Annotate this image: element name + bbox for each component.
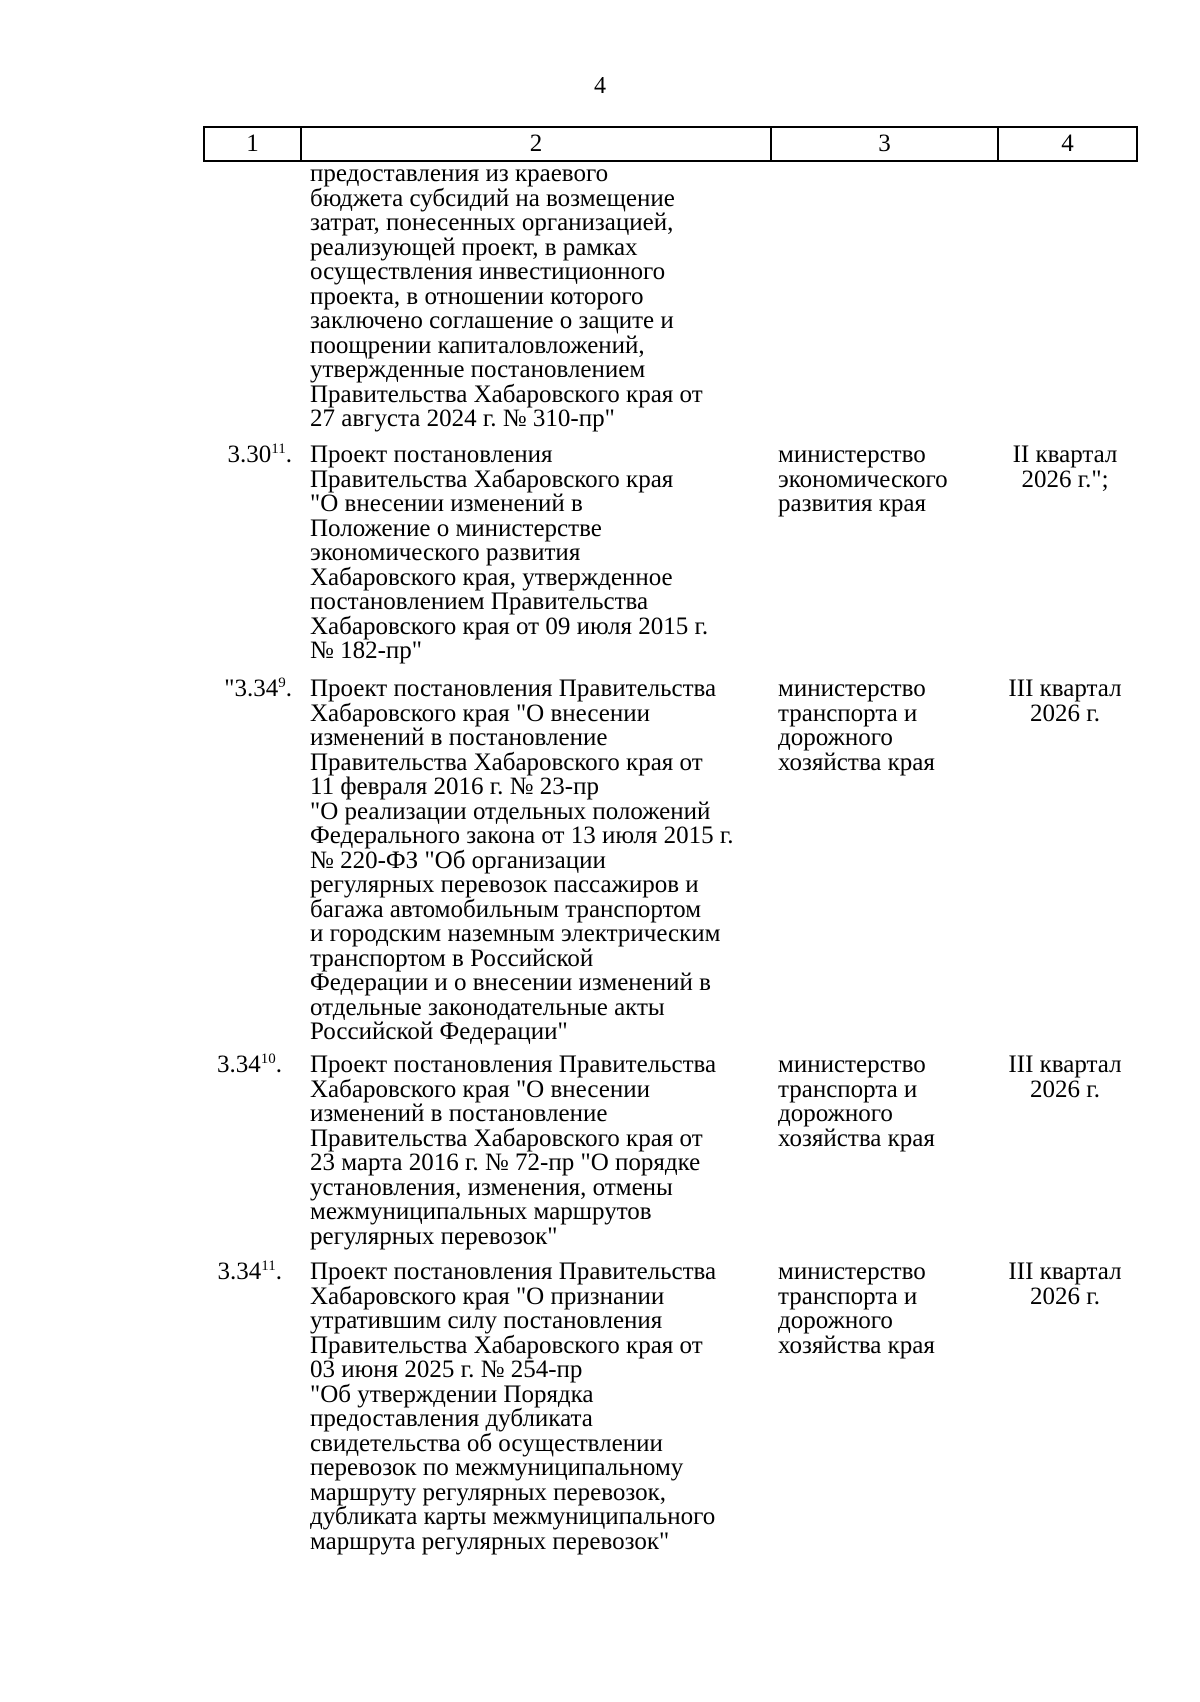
- continuation-description: предоставления из краевого бюджета субсидий на возмещение затрат, понесенных организацией, реализующей проект, в рамках осуществления инвестиционного проекта, в отношении которого заключено соглашение о защите и поощрении капиталовложений, утвержденные постановлением Правительства Хабаровского края от 27 августа 2024 г. № 310-пр": [310, 160, 703, 432]
- row-description: Проект постановления Правительства Хабаровского края "О признании утратившим силу постановления Правительства Хабаровского края от 03 июня 2025 г. № 254-пр "Об утверждении Порядка предоставления дубликата свидетельства об осуществлении перевозок по межмуниципальному маршруту регулярных перевозок, дубликата карты межмуниципального маршрута регулярных перевозок": [310, 1258, 717, 1555]
- row-description: Проект постановления Правительства Хабаровского края "О внесении изменений в Положение о министерстве экономического развития Хабаровского края, утвержденное постановлением Правительства Хабаровского края от 09 июля 2015 г. № 182-пр": [310, 441, 709, 664]
- row-number: 3.34$^{11}$.: [217, 1258, 282, 1285]
- header-col-3: 3: [772, 128, 999, 160]
- header-col-2: 2: [302, 128, 772, 160]
- table-header: [203, 126, 1138, 162]
- row-executor: министерство транспорта и дорожного хозяйства края: [778, 1051, 935, 1152]
- page-number: 4: [594, 73, 606, 99]
- row-number: 3.34$^{10}$.: [217, 1051, 282, 1078]
- row-term: III квартал 2026 г.: [1008, 1051, 1122, 1103]
- row-term: II квартал 2026 г.";: [1012, 441, 1118, 493]
- row-description: Проект постановления Правительства Хабаровского края "О внесении изменений в постановление Правительства Хабаровского края от 11 февраля 2016 г. № 23-пр "О реализации отдельных положений Федерального закона от 13 июля 2015 г. № 220-ФЗ "Об организации регулярных перевозок пассажиров и багажа автомобильным транспортом и городским наземным электрическим транспортом в Российской Федерации и о внесении изменений в отдельные законодательные акты Российской Федерации": [310, 675, 734, 1045]
- row-executor: министерство экономического развития края: [778, 441, 948, 517]
- row-number: "3.34$^9$.: [224, 675, 292, 702]
- header-col-4: 4: [1061, 130, 1074, 157]
- row-term: III квартал 2026 г.: [1008, 675, 1122, 727]
- row-number: 3.30$^{11}$.: [227, 441, 292, 468]
- row-executor: министерство транспорта и дорожного хозяйства края: [778, 1258, 935, 1359]
- header-col-1: 1: [205, 128, 302, 160]
- row-description: Проект постановления Правительства Хабаровского края "О внесении изменений в постановление Правительства Хабаровского края от 23 марта 2016 г. № 72-пр "О порядке установления, изменения, отмены межмуниципальных маршрутов регулярных перевозок": [310, 1051, 717, 1250]
- row-term: III квартал 2026 г.: [1008, 1258, 1122, 1310]
- row-executor: министерство транспорта и дорожного хозяйства края: [778, 675, 935, 776]
